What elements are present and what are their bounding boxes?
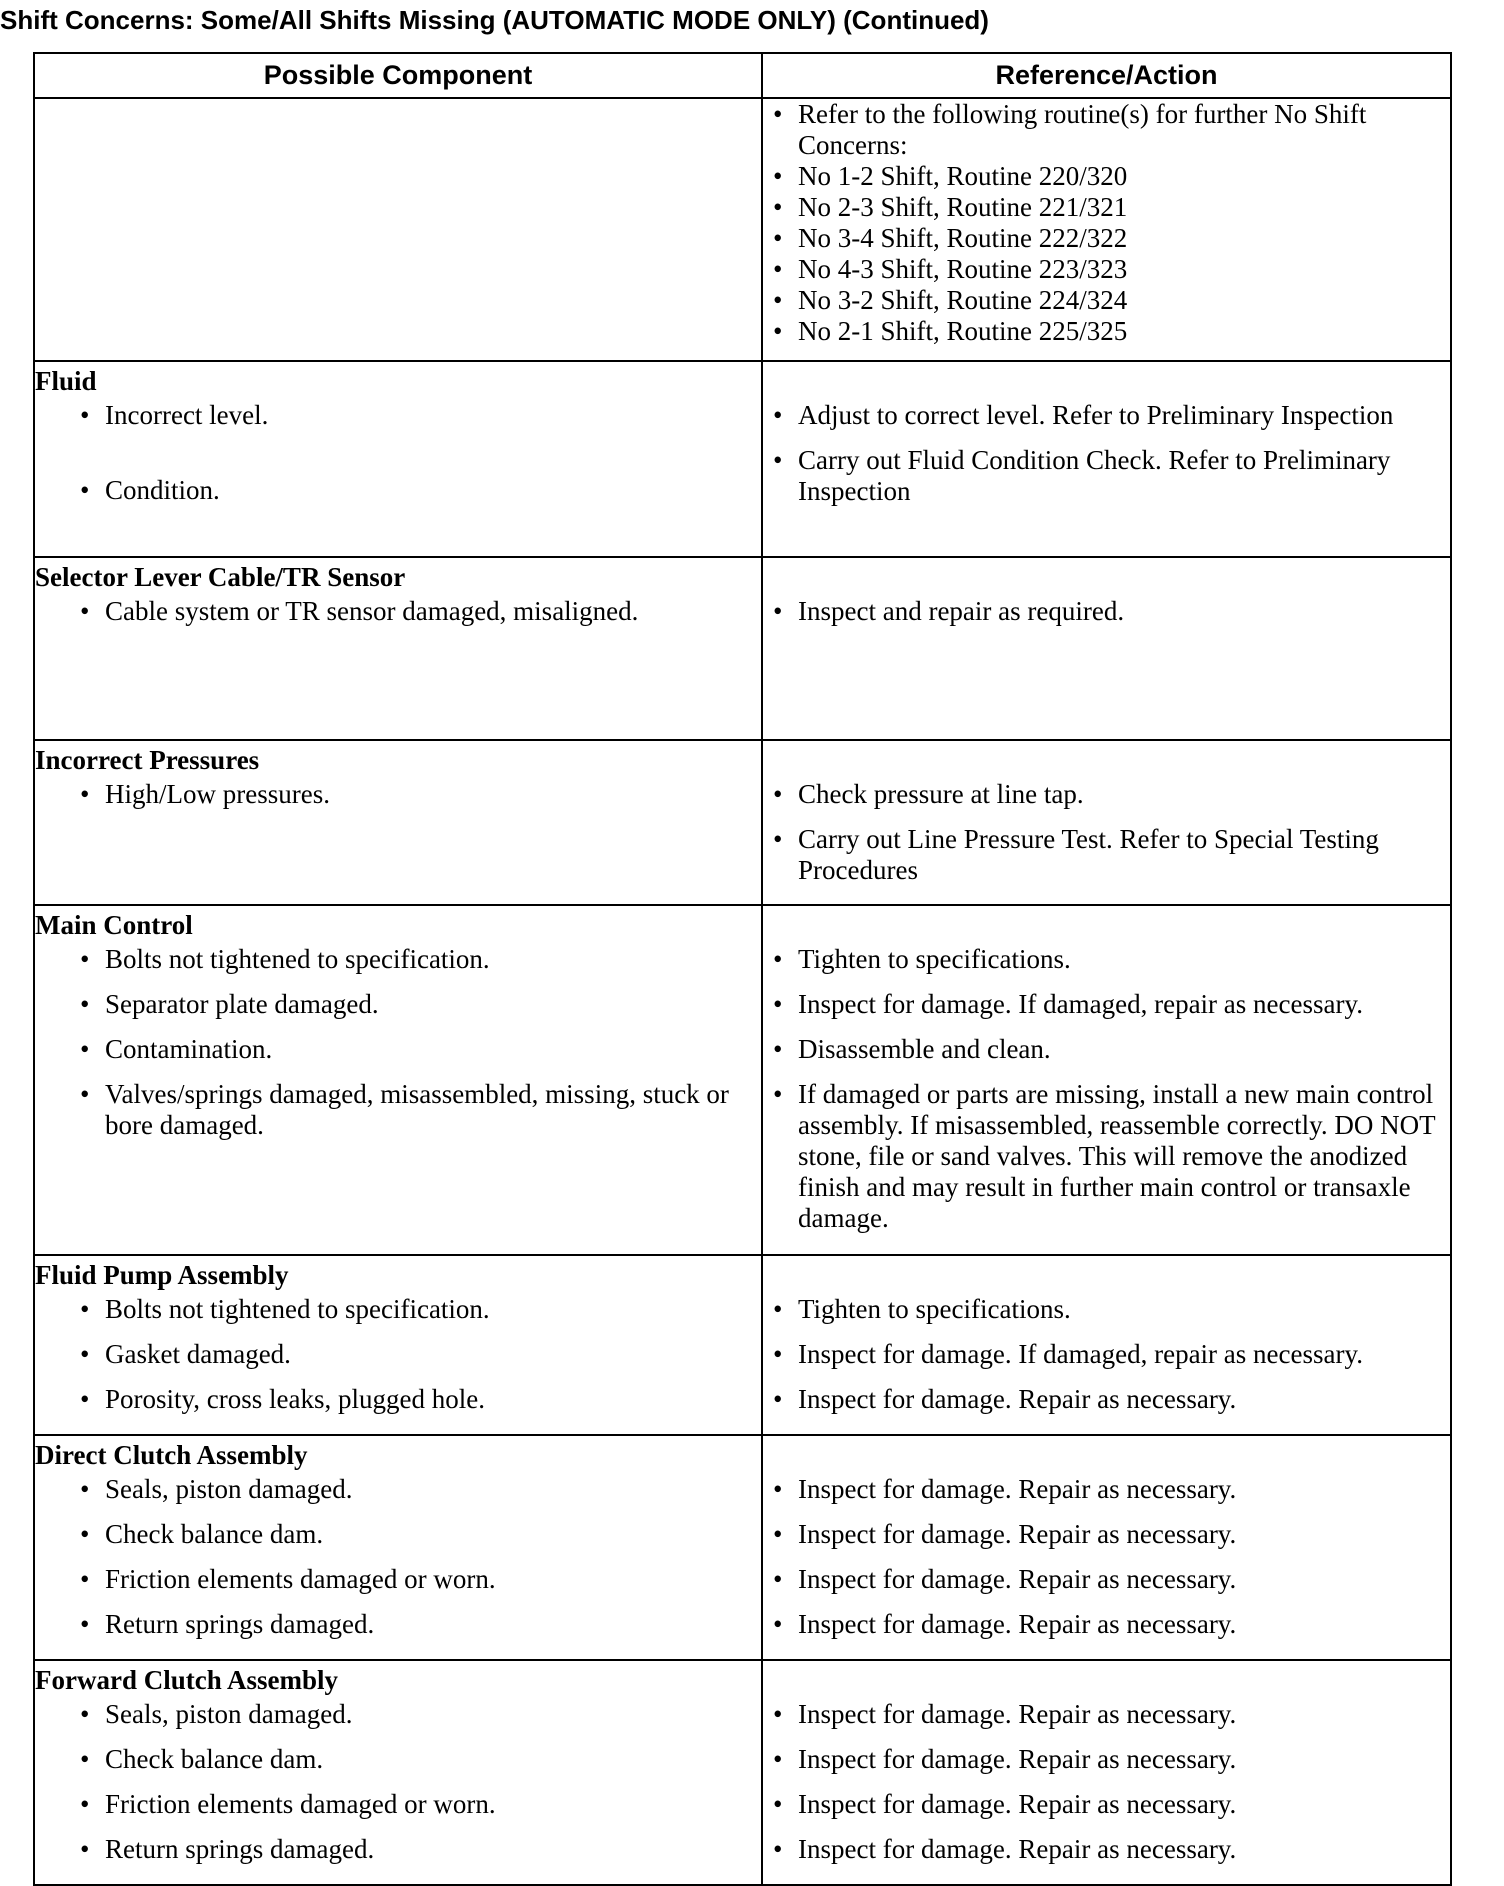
action-item: • Carry out Line Pressure Test. Refer to Special Testing Procedures [763, 824, 1450, 886]
action-cell [762, 557, 1451, 740]
cause-list [35, 1294, 761, 1415]
cause-item: • Return springs damaged. [35, 1609, 761, 1640]
action-item: • Inspect for damage. Repair as necessary. [763, 1789, 1450, 1820]
action-list [763, 1474, 1450, 1640]
action-item: • Adjust to correct level. Refer to Preliminary Inspection [763, 400, 1450, 431]
action-list [763, 1294, 1450, 1415]
cause-item: • Friction elements damaged or worn. [35, 1564, 761, 1595]
table-row [34, 557, 1451, 740]
cause-item: • Separator plate damaged. [35, 989, 761, 1020]
cause-item: • Seals, piston damaged. [35, 1699, 761, 1730]
cause-list [35, 400, 761, 506]
action-item: • Inspect for damage. Repair as necessary. [763, 1699, 1450, 1730]
component-cell [34, 1660, 762, 1885]
action-item: • Refer to the following routine(s) for further No Shift Concerns: [763, 99, 1450, 161]
table-row [34, 1255, 1451, 1435]
action-list [763, 779, 1450, 886]
action-list [763, 1699, 1450, 1865]
column-header-action: Reference/Action [762, 53, 1451, 98]
cause-list [35, 1474, 761, 1640]
cause-list [35, 944, 761, 1141]
table-row [34, 1435, 1451, 1660]
cause-item: • High/Low pressures. [35, 779, 761, 810]
table-row [34, 361, 1451, 557]
component-cell [34, 905, 762, 1255]
action-item: • Carry out Fluid Condition Check. Refer to Preliminary Inspection [763, 445, 1450, 507]
component-cell [34, 1255, 762, 1435]
action-cell [762, 905, 1451, 1255]
action-item: • Inspect for damage. Repair as necessary. [763, 1609, 1450, 1640]
action-item: • Inspect for damage. Repair as necessary. [763, 1744, 1450, 1775]
action-cell [762, 98, 1451, 361]
action-item: • No 4-3 Shift, Routine 223/323 [763, 254, 1450, 285]
action-item: • Inspect for damage. Repair as necessary. [763, 1834, 1450, 1865]
action-item: • No 1-2 Shift, Routine 220/320 [763, 161, 1450, 192]
action-item: • Tighten to specifications. [763, 944, 1450, 975]
table-row [34, 98, 1451, 361]
component-title: Direct Clutch Assembly [35, 1440, 308, 1470]
action-item: • Inspect and repair as required. [763, 596, 1450, 627]
cause-item: • Condition. [35, 475, 761, 506]
action-item: • Disassemble and clean. [763, 1034, 1450, 1065]
action-item: • Inspect for damage. Repair as necessary. [763, 1474, 1450, 1505]
diagnostic-table [33, 52, 1452, 1886]
action-cell [762, 1660, 1451, 1885]
action-cell [762, 740, 1451, 905]
action-item: • No 3-4 Shift, Routine 222/322 [763, 223, 1450, 254]
component-title: Fluid Pump Assembly [35, 1260, 289, 1290]
action-cell [762, 361, 1451, 557]
cause-item: • Friction elements damaged or worn. [35, 1789, 761, 1820]
cause-item: • Check balance dam. [35, 1744, 761, 1775]
cause-item: • Valves/springs damaged, misassembled, missing, stuck or bore damaged. [35, 1079, 761, 1141]
cause-list [35, 596, 761, 627]
component-title: Fluid [35, 366, 97, 396]
action-list [763, 400, 1450, 507]
action-cell [762, 1255, 1451, 1435]
action-list [763, 99, 1450, 347]
action-item: • Check pressure at line tap. [763, 779, 1450, 810]
table-row [34, 740, 1451, 905]
cause-item: • Cable system or TR sensor damaged, misaligned. [35, 596, 761, 627]
cause-list [35, 779, 761, 810]
component-title: Forward Clutch Assembly [35, 1665, 338, 1695]
column-header-component: Possible Component [34, 53, 762, 98]
action-item: • Inspect for damage. If damaged, repair as necessary. [763, 989, 1450, 1020]
action-item: • Tighten to specifications. [763, 1294, 1450, 1325]
action-item: • Inspect for damage. Repair as necessary. [763, 1519, 1450, 1550]
component-title: Main Control [35, 910, 193, 940]
cause-item: • Seals, piston damaged. [35, 1474, 761, 1505]
cause-item: • Contamination. [35, 1034, 761, 1065]
action-item: • No 3-2 Shift, Routine 224/324 [763, 285, 1450, 316]
action-item: • If damaged or parts are missing, install a new main control assembly. If misassembled, reassemble correctly. DO NOT stone, file or sand valves. This will remove the anodized finish and may result in further main control or transaxle damage. [763, 1079, 1450, 1234]
cause-list [35, 1699, 761, 1865]
page-title: Shift Concerns: Some/All Shifts Missing (AUTOMATIC MODE ONLY) (Continued) [0, 5, 989, 35]
component-cell [34, 361, 762, 557]
action-list [763, 596, 1450, 627]
component-cell-empty [34, 98, 762, 361]
cause-item: • Bolts not tightened to specification. [35, 1294, 761, 1325]
table-header-row [34, 53, 1451, 98]
component-title: Selector Lever Cable/TR Sensor [35, 562, 406, 592]
action-item: • No 2-3 Shift, Routine 221/321 [763, 192, 1450, 223]
cause-item: • Porosity, cross leaks, plugged hole. [35, 1384, 761, 1415]
cause-item: • Gasket damaged. [35, 1339, 761, 1370]
action-item: • Inspect for damage. If damaged, repair as necessary. [763, 1339, 1450, 1370]
action-cell [762, 1435, 1451, 1660]
action-item: • Inspect for damage. Repair as necessary. [763, 1384, 1450, 1415]
table-row [34, 905, 1451, 1255]
component-title: Incorrect Pressures [35, 745, 260, 775]
component-cell [34, 1435, 762, 1660]
action-list [763, 944, 1450, 1234]
action-item: • Inspect for damage. Repair as necessary. [763, 1564, 1450, 1595]
component-cell [34, 557, 762, 740]
table-row [34, 1660, 1451, 1885]
cause-item: • Bolts not tightened to specification. [35, 944, 761, 975]
action-item: • No 2-1 Shift, Routine 225/325 [763, 316, 1450, 347]
cause-item: • Return springs damaged. [35, 1834, 761, 1865]
cause-item: • Check balance dam. [35, 1519, 761, 1550]
cause-item: • Incorrect level. [35, 400, 761, 431]
component-cell [34, 740, 762, 905]
